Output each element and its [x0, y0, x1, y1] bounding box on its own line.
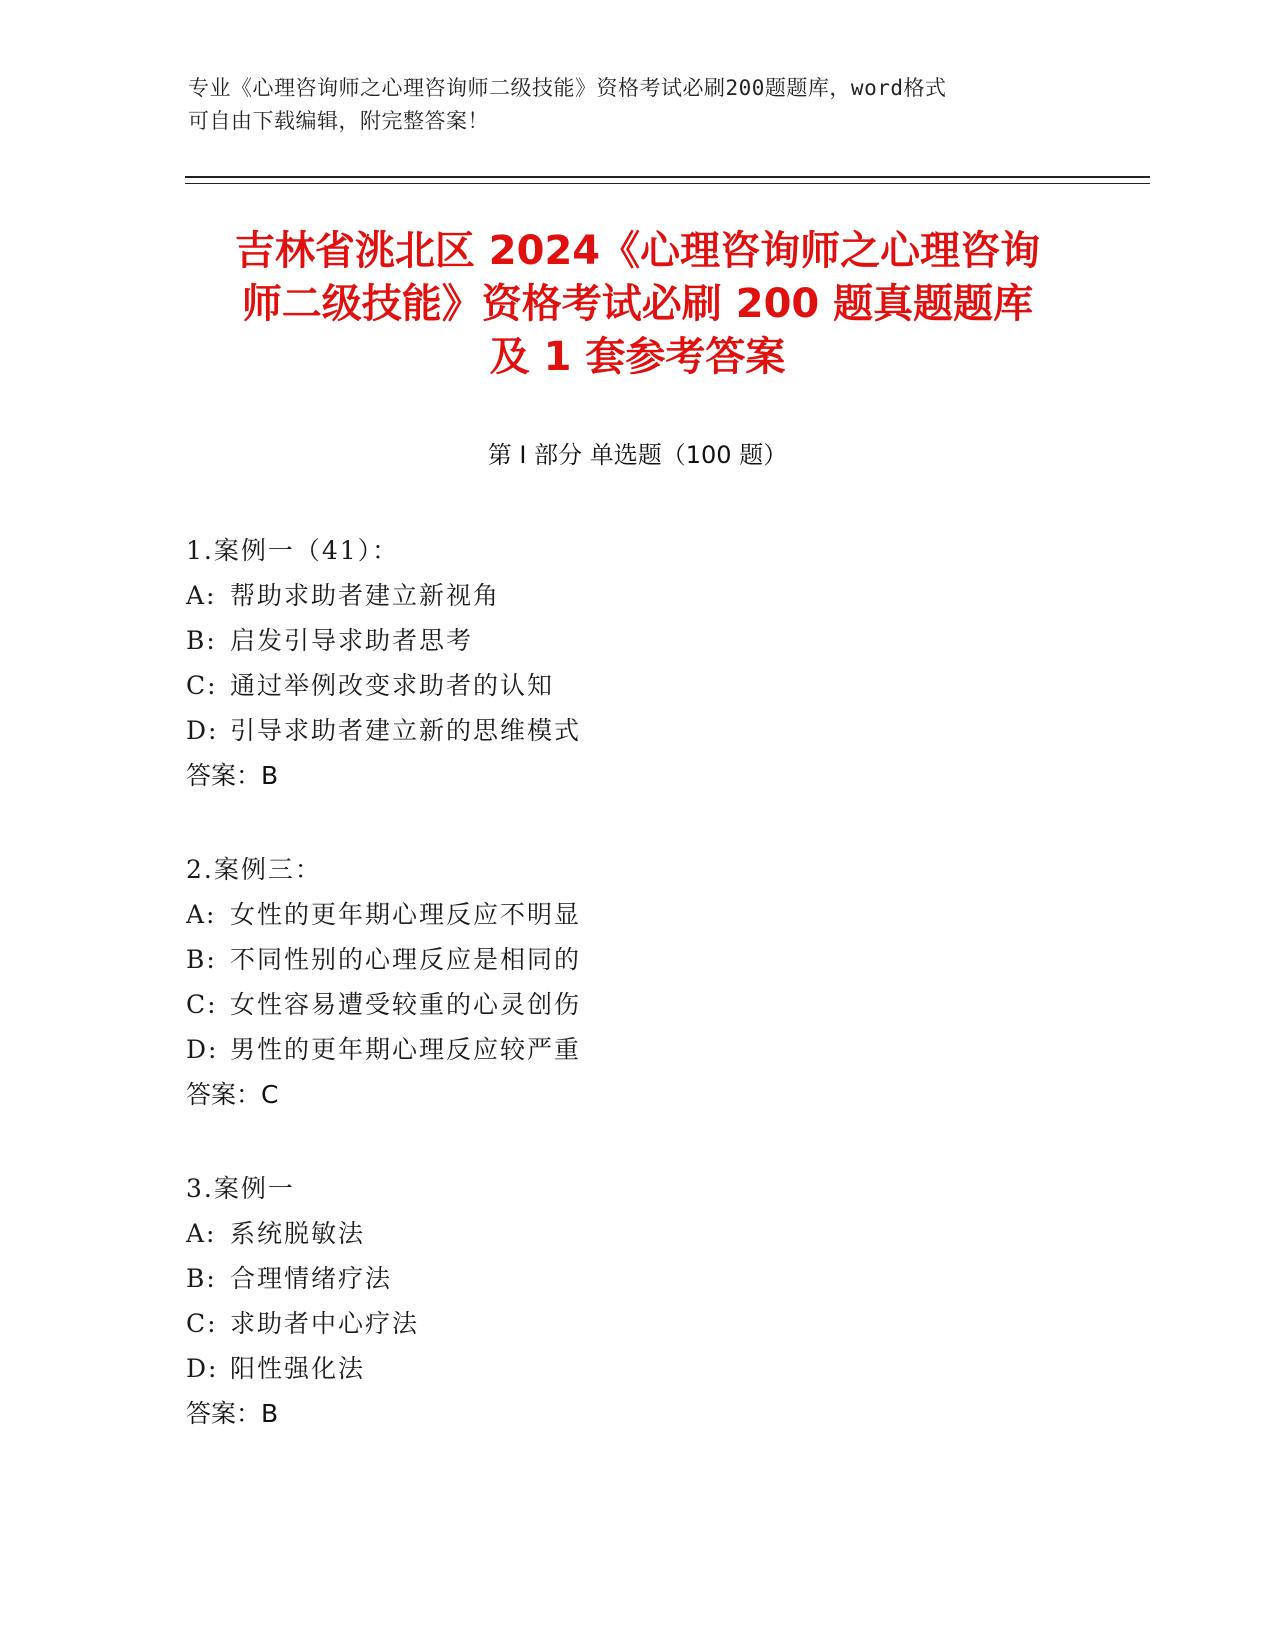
- option-key: C:: [186, 990, 218, 1019]
- section-heading: 第 I 部分 单选题（100 题）: [487, 441, 788, 469]
- question-2: [186, 847, 1086, 1117]
- option-text: 系统脱敏法: [230, 1219, 366, 1248]
- option-key: B:: [186, 626, 217, 655]
- option-text: 阳性强化法: [230, 1354, 366, 1383]
- question-stem: 2.案例三：: [186, 855, 322, 884]
- option-a: [186, 1211, 1086, 1256]
- answer: 答案：B: [186, 1399, 279, 1428]
- option-key: C:: [186, 671, 218, 700]
- option-text: 引导求助者建立新的思维模式: [230, 716, 582, 745]
- option-c: [186, 663, 1086, 708]
- header-divider-thick: [185, 176, 1150, 178]
- question-list: [186, 528, 1086, 1485]
- option-key: A:: [186, 1219, 217, 1248]
- option-key: A:: [186, 581, 217, 610]
- header-divider-thin: [185, 183, 1150, 184]
- option-a: [186, 892, 1086, 937]
- option-text: 帮助求助者建立新视角: [230, 581, 501, 610]
- option-text: 求助者中心疗法: [230, 1309, 420, 1338]
- option-c: [186, 982, 1086, 1027]
- option-key: D:: [186, 716, 219, 745]
- option-key: D:: [186, 1035, 219, 1064]
- header-note-line-2: 可自由下载编辑，附完整答案！: [188, 109, 489, 133]
- header-note-line-1: 专业《心理咨询师之心理咨询师二级技能》资格考试必刷200题题库，word格式: [188, 76, 947, 100]
- title-line-3: 及 1 套参考答案: [489, 334, 786, 380]
- option-b: [186, 1256, 1086, 1301]
- option-text: 合理情绪疗法: [230, 1264, 393, 1293]
- option-d: [186, 708, 1086, 753]
- question-3: [186, 1166, 1086, 1436]
- option-text: 女性容易遭受较重的心灵创伤: [230, 990, 582, 1019]
- option-key: B:: [186, 945, 217, 974]
- question-stem: 3.案例一: [186, 1174, 295, 1203]
- answer: 答案：C: [186, 1080, 279, 1109]
- option-key: B:: [186, 1264, 217, 1293]
- option-b: [186, 937, 1086, 982]
- option-b: [186, 618, 1086, 663]
- option-d: [186, 1027, 1086, 1072]
- option-a: [186, 573, 1086, 618]
- option-d: [186, 1346, 1086, 1391]
- option-key: D:: [186, 1354, 219, 1383]
- header-note: [188, 72, 1058, 138]
- option-text: 男性的更年期心理反应较严重: [230, 1035, 582, 1064]
- option-text: 启发引导求助者思考: [230, 626, 474, 655]
- question-1: [186, 528, 1086, 798]
- title-line-1: 吉林省洮北区 2024《心理咨询师之心理咨询: [234, 228, 1041, 274]
- option-text: 女性的更年期心理反应不明显: [230, 900, 582, 929]
- option-text: 通过举例改变求助者的认知: [230, 671, 555, 700]
- option-key: A:: [186, 900, 217, 929]
- answer: 答案：B: [186, 761, 279, 790]
- title-line-2: 师二级技能》资格考试必刷 200 题真题题库: [241, 281, 1034, 327]
- option-c: [186, 1301, 1086, 1346]
- option-text: 不同性别的心理反应是相同的: [230, 945, 582, 974]
- document-title: [150, 225, 1125, 384]
- option-key: C:: [186, 1309, 218, 1338]
- question-stem: 1.案例一（41）：: [186, 536, 400, 565]
